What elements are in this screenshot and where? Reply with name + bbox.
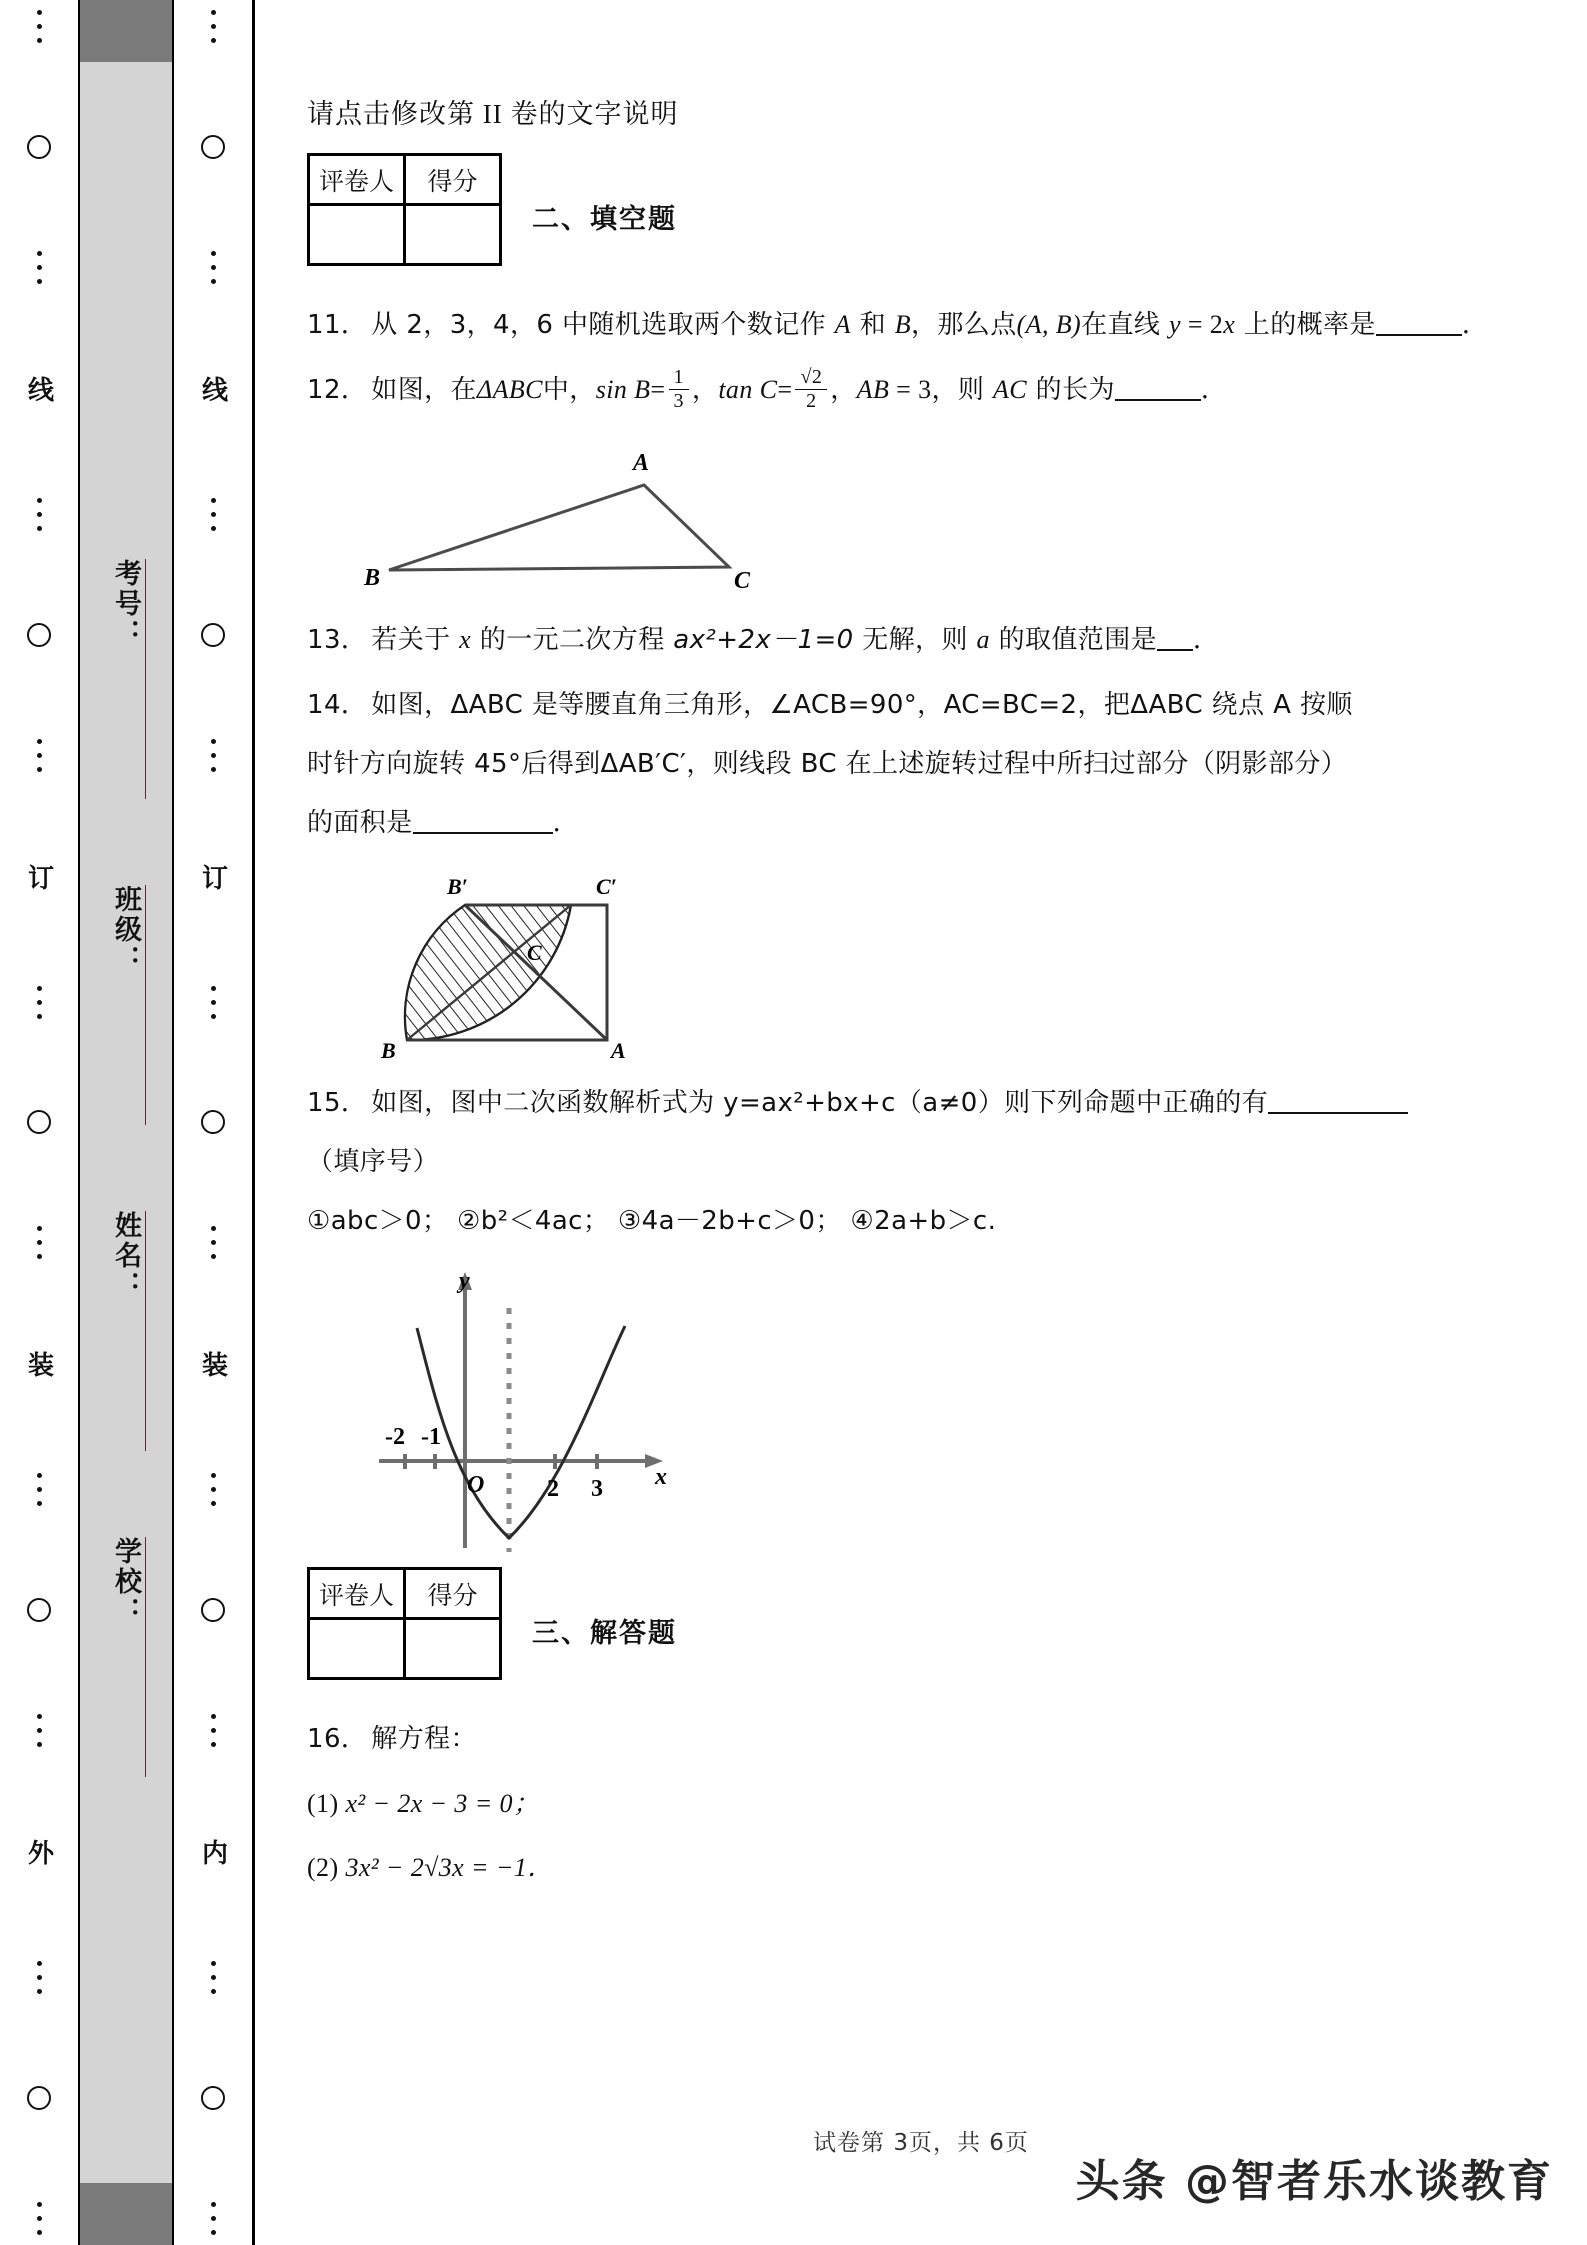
q12-number: 12． — [307, 374, 368, 405]
q11-text-c: ，那么点 — [911, 310, 1017, 340]
q12-triangle: ΔABC — [476, 374, 543, 404]
score-cell-reviewer[interactable] — [309, 205, 405, 265]
question-16-eq-1 — [307, 1775, 1527, 1833]
q15-line-2: （填序号） — [307, 1147, 440, 1178]
triangle-label-B: B — [364, 565, 381, 592]
q13-text-c: 无解，则 — [853, 625, 977, 656]
q16-eq2-label: (2) — [307, 1852, 339, 1882]
q11-answer-blank[interactable] — [1376, 334, 1462, 336]
punch-ring-icon — [27, 135, 51, 159]
punch-ring-icon — [27, 1110, 51, 1134]
x-tick-label-2: 2 — [547, 1476, 559, 1503]
rail-label-zhuang-inner: 装 — [197, 1351, 228, 1382]
q11-var-b: B — [894, 310, 911, 339]
q14-answer-blank[interactable] — [413, 832, 553, 834]
field-class[interactable]: 班级： — [106, 885, 146, 1125]
q15-number: 15． — [307, 1088, 368, 1119]
q12-eq1: = — [650, 374, 666, 404]
q12-text-b: 中， — [542, 374, 596, 405]
q15-answer-blank[interactable] — [1268, 1112, 1408, 1114]
q12-sinb: sin B — [595, 374, 651, 404]
q12-frac1-denominator: 3 — [673, 390, 684, 413]
q16-title: 解方程： — [371, 1724, 477, 1755]
q12-answer-blank[interactable] — [1115, 399, 1201, 401]
q11-text-a: 从 2，3，4，6 中随机选取两个数记作 — [371, 310, 835, 340]
rot-label-A: A — [611, 1038, 626, 1064]
q11-line-x: x — [1223, 310, 1236, 339]
field-name[interactable]: 姓名： — [106, 1211, 146, 1451]
origin-label: O — [467, 1472, 485, 1499]
strip-cap-top — [80, 0, 172, 62]
rot-label-C: C — [527, 940, 542, 966]
punch-ring-icon — [201, 2086, 225, 2110]
rail-label-wai: 外 — [23, 1839, 54, 1870]
watermark: 头条 @智者乐水谈教育 — [1075, 2156, 1553, 2207]
question-13 — [307, 611, 1527, 670]
rail-label-xian: 线 — [23, 375, 54, 406]
rail-label-ding: 订 — [23, 863, 54, 894]
q12-comma1: ， — [691, 374, 719, 405]
q15-propositions: ①abc＞0； ②b²＜4ac； ③4a－2b+c＞0； ④2a+b＞c. — [307, 1205, 997, 1236]
punch-ring-icon — [201, 1598, 225, 1622]
question-11 — [307, 296, 1527, 355]
q14-line-2: 时针方向旋转 45°后得到ΔAB′C′，则线段 BC 在上述旋转过程中所扫过部分（阴影部分） — [307, 748, 1348, 779]
q16-eq2: 3x² − 2√3x = −1． — [345, 1852, 554, 1882]
triangle-label-C: C — [734, 568, 751, 595]
score-table-block-2 — [307, 153, 1527, 266]
triangle-label-A: A — [633, 450, 650, 477]
question-15 — [307, 1074, 1527, 1250]
q14-period: ． — [552, 807, 580, 838]
q13-period: ． — [1193, 625, 1220, 656]
section-title-2: 二、填空题 — [532, 204, 677, 235]
q14-number: 14． — [307, 690, 368, 721]
student-info-strip — [78, 0, 174, 2245]
rot-label-B-prime: B′ — [447, 874, 468, 900]
margin-rail-outer — [0, 0, 78, 2245]
x-tick-label-3: 3 — [591, 1476, 603, 1503]
q11-number: 11． — [307, 310, 368, 340]
q13-var-x: x — [459, 625, 472, 655]
q13-text-b: 的一元二次方程 — [471, 625, 674, 656]
section-title-3: 三、解答题 — [532, 1618, 677, 1650]
score-table-block-3 — [307, 1567, 1527, 1680]
figure-triangle-abc — [359, 425, 1527, 605]
punch-ring-icon — [201, 623, 225, 647]
q11-text-b: 和 — [850, 310, 895, 340]
question-16-eq-2 — [307, 1839, 1527, 1897]
punch-ring-icon — [27, 623, 51, 647]
x-tick-label--2: -2 — [385, 1424, 405, 1451]
q12-comma2: ， — [830, 374, 857, 405]
rail-label-ding-inner: 订 — [197, 863, 228, 894]
field-school[interactable]: 学校： — [106, 1537, 146, 1777]
question-16 — [307, 1710, 1527, 1769]
score-header-score: 得分 — [405, 155, 501, 205]
question-12 — [307, 361, 1527, 420]
score-cell-reviewer-2[interactable] — [309, 1619, 405, 1679]
score-header-score-2: 得分 — [405, 1569, 501, 1619]
q13-answer-blank[interactable] — [1157, 649, 1193, 651]
q12-eq3: = 3 — [889, 374, 932, 404]
q13-var-a: a — [976, 625, 990, 655]
q11-text-d: 在直线 — [1081, 310, 1169, 340]
parabola-curve — [417, 1326, 625, 1538]
score-cell-score[interactable] — [405, 205, 501, 265]
q15-line-1: 如图，图中二次函数解析式为 y=ax²+bx+c（a≠0）则下列命题中正确的有 — [371, 1088, 1269, 1119]
rot-label-B: B — [381, 1038, 396, 1064]
q11-eq: = 2 — [1180, 310, 1224, 339]
figure-parabola-graph — [359, 1256, 1527, 1561]
q12-period: ． — [1200, 374, 1228, 405]
score-table-2 — [307, 1567, 502, 1680]
q12-ac: AC — [992, 374, 1027, 404]
score-table — [307, 153, 502, 266]
q13-text-a: 若关于 — [371, 625, 460, 656]
score-cell-score-2[interactable] — [405, 1619, 501, 1679]
axis-label-x: x — [655, 1464, 667, 1491]
score-header-reviewer: 评卷人 — [309, 155, 405, 205]
q12-eq2: = — [777, 374, 793, 404]
x-tick-label--1: -1 — [421, 1424, 441, 1451]
q11-text-e: 上的概率是 — [1235, 310, 1376, 340]
field-exam-number[interactable]: 考号： — [106, 559, 146, 799]
punch-ring-icon — [27, 2086, 51, 2110]
q16-eq1: x² − 2x − 3 = 0； — [345, 1789, 540, 1819]
rail-label-nei: 内 — [197, 1839, 228, 1870]
q13-text-d: 的取值范围是 — [989, 625, 1158, 656]
q13-number: 13． — [307, 625, 368, 656]
q14-line-3: 的面积是 — [307, 807, 413, 838]
q11-period: ． — [1461, 310, 1489, 340]
q12-text-c: 的长为 — [1027, 374, 1115, 405]
q12-fraction-1 — [669, 367, 689, 412]
figure-rotation-shaded — [359, 858, 1527, 1068]
page-footer: 试卷第 3页，共 6页 — [813, 2130, 1029, 2156]
lead-note[interactable]: 请点击修改第 II 卷的文字说明 — [307, 99, 679, 129]
question-14 — [307, 676, 1527, 852]
axis-label-y: y — [459, 1268, 470, 1295]
exam-content — [255, 0, 1587, 2245]
score-header-reviewer-2: 评卷人 — [309, 1569, 405, 1619]
q11-var-a: A — [834, 310, 851, 339]
punch-ring-icon — [27, 1598, 51, 1622]
q12-fraction-2 — [795, 367, 827, 412]
q13-equation: ax²+2x－1=0 — [673, 625, 854, 656]
punch-ring-icon — [201, 1110, 225, 1134]
rail-label-zhuang: 装 — [23, 1351, 54, 1382]
q12-comma3: ，则 — [931, 374, 993, 405]
q12-tanc: tan C — [718, 374, 778, 404]
rot-label-C-prime: C′ — [596, 874, 617, 900]
punch-ring-icon — [201, 135, 225, 159]
rail-label-xian-inner: 线 — [197, 375, 228, 406]
q11-point: (A, B) — [1016, 310, 1082, 339]
q16-number: 16． — [307, 1724, 368, 1755]
q12-frac2-numerator: √2 — [795, 367, 827, 390]
margin-rail-inner — [174, 0, 252, 2245]
q11-line-y: y — [1168, 310, 1181, 339]
strip-cap-bottom — [80, 2183, 172, 2245]
q16-eq1-label: (1) — [307, 1789, 339, 1819]
q14-line-1: 如图，ΔABC 是等腰直角三角形，∠ACB=90°，AC=BC=2，把ΔABC 绕点 A 按顺 — [371, 690, 1353, 721]
q12-ab: AB — [856, 374, 890, 404]
q12-frac1-numerator: 1 — [669, 367, 689, 390]
q12-text-a: 如图，在 — [371, 374, 477, 405]
q12-frac2-denominator: 2 — [806, 390, 817, 413]
